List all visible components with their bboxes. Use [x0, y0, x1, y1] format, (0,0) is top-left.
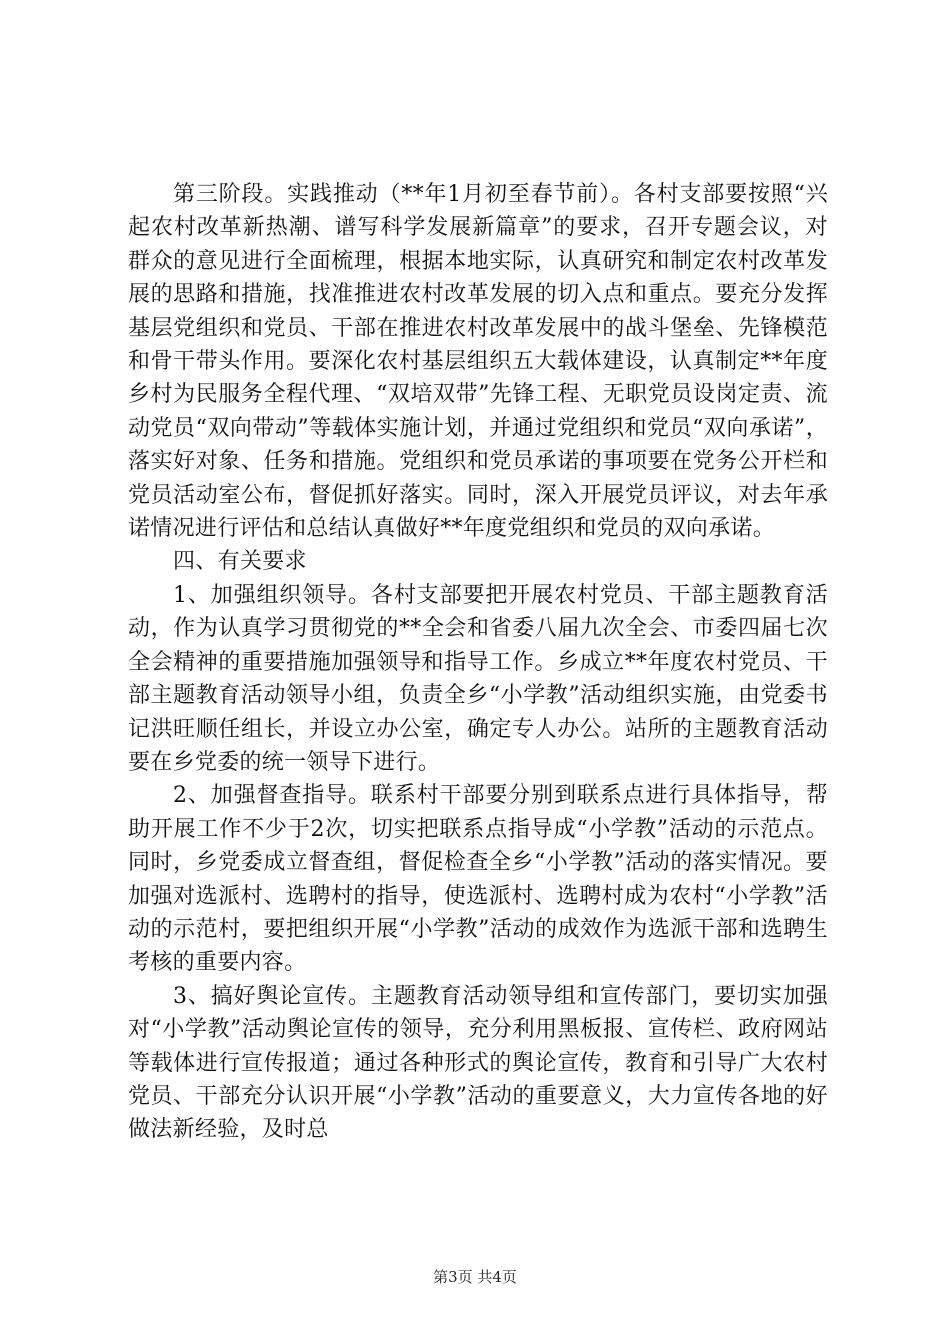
document-body: [128, 178, 828, 1147]
paragraph-requirement-1: 1、加强组织领导。各村支部要把开展农村党员、干部主题教育活动，作为认真学习贯彻党的**全会和省委八届九次全会、市委四届七次全会精神的重要措施加强领导和指导工作。乡成立**年度农村党员、干部主题教育活动领导小组，负责全乡“小学教”活动组织实施，由党委书记洪旺顺任组长，并设立办公室，确定专人办公。站所的主题教育活动要在乡党委的统一领导下进行。: [128, 582, 828, 775]
page-footer: 第3页 共4页: [433, 1268, 517, 1286]
paragraph-requirement-3: 3、搞好舆论宣传。主题教育活动领导组和宣传部门，要切实加强对“小学教”活动舆论宣传的领导，充分利用黑板报、宣传栏、政府网站等载体进行宣传报道；通过各种形式的舆论宣传，教育和引导广大农村党员、干部充分认识开展“小学教”活动的重要意义，大力宣传各地的好做法新经验，及时总: [128, 983, 828, 1143]
section-heading-requirements: 四、有关要求: [173, 549, 307, 575]
paragraph-stage-three: 第三阶段。实践推动（**年1月初至春节前）。各村支部要按照“兴起农村改革新热潮、谱写科学发展新篇章”的要求，召开专题会议，对群众的意见进行全面梳理，根据本地实际，认真研究和制定农村改革发展的思路和措施，找准推进农村改革发展的切入点和重点。要充分发挥基层党组织和党员、干部在推进农村改革发展中的战斗堡垒、先锋模范和骨干带头作用。要深化农村基层组织五大载体建设，认真制定**年度乡村为民服务全程代理、“双培双带”先锋工程、无职党员设岗定责、流动党员“双向带动”等载体实施计划，并通过党组织和党员“双向承诺”，落实好对象、任务和措施。党组织和党员承诺的事项要在党务公开栏和党员活动室公布，督促抓好落实。同时，深入开展党员评议，对去年承诺情况进行评估和总结认真做好**年度党组织和党员的双向承诺。: [128, 182, 828, 542]
paragraph-requirement-2: 2、加强督查指导。联系村干部要分别到联系点进行具体指导，帮助开展工作不少于2次，切实把联系点指导成“小学教”活动的示范点。同时，乡党委成立督查组，督促检查全乡“小学教”活动的落实情况。要加强对选派村、选聘村的指导，使选派村、选聘村成为农村“小学教”活动的示范村，要把组织开展“小学教”活动的成效作为选派干部和选聘生考核的重要内容。: [128, 783, 828, 976]
